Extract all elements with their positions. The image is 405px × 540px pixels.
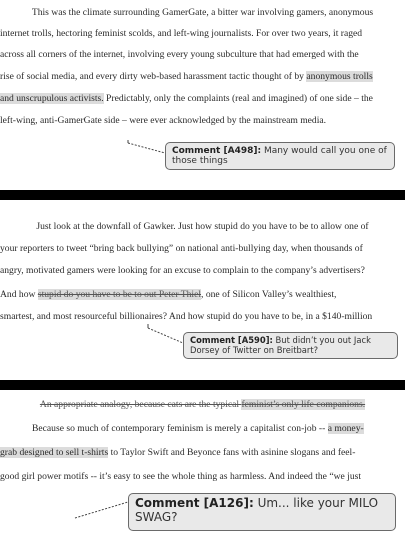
text-run: Predictably, only the complaints (real and imagined) of one side – the xyxy=(103,93,373,104)
comment-balloon-a126[interactable] xyxy=(128,493,396,531)
comment-tag: Comment [A126]: xyxy=(135,496,254,510)
document-section-1 xyxy=(0,0,405,190)
text-run: An appropriate analogy, because cats are the typical xyxy=(39,399,242,410)
comment-balloon-a498[interactable] xyxy=(165,142,395,170)
text-run: rise of social media, and every dirty web-based harassment tactic thought of by xyxy=(0,71,304,82)
comment-text: Um... like your MILO SWAG? xyxy=(135,496,379,524)
paragraph-line: across all corners of the internet, involving every young subculture that had emerged with the xyxy=(0,49,359,60)
section-divider xyxy=(0,190,405,200)
text-run: to Taylor Swift and Beyonce fans with asinine slogans and feel- xyxy=(108,447,356,458)
highlighted-text[interactable]: anonymous trolls xyxy=(306,71,373,82)
paragraph-line: left-wing, anti-GamerGate side – were ever acknowledged by the mainstream media. xyxy=(0,115,327,126)
text-run: , one of Silicon Valley’s wealthiest, xyxy=(201,289,337,300)
paragraph-line: Just look at the downfall of Gawker. Just how stupid do you have to be to allow one of xyxy=(36,221,369,232)
comment-text: Many would call you one of those things xyxy=(172,146,387,167)
paragraph-line: good girl power motifs -- it’s easy to see the whole thing as harmless. And indeed the “we just xyxy=(0,471,362,482)
highlighted-text[interactable]: grab designed to sell t-shirts xyxy=(0,447,109,458)
paragraph-line: smartest, and most resourceful billionaires? And how stupid do you have to be, in a $140-million xyxy=(0,311,373,322)
comment-balloon-a590[interactable] xyxy=(183,332,398,359)
document-section-2 xyxy=(0,200,405,380)
text-run: Because so much of contemporary feminism is merely a capitalist con-job -- xyxy=(32,423,328,434)
highlighted-text[interactable]: stupid do you have to be to out Peter Thiel xyxy=(37,289,202,300)
highlighted-text[interactable]: a money- xyxy=(327,423,364,434)
text-run: And how xyxy=(0,289,38,300)
highlighted-text[interactable]: and unscrupulous activists. xyxy=(0,93,104,104)
comment-text: But didn’t you out Jack Dorsey of Twitter on Breitbart? xyxy=(190,335,371,355)
comment-tag: Comment [A590]: xyxy=(190,335,273,345)
comment-tag: Comment [A498]: xyxy=(172,146,262,156)
section-divider xyxy=(0,380,405,390)
paragraph-line: angry, motivated gamers were looking for an excuse to complain to the company’s advertisers? xyxy=(0,265,365,276)
document-section-3 xyxy=(0,390,405,540)
paragraph-line: internet trolls, hectoring feminist scolds, and left-wing journalists. For over two years, it raged xyxy=(0,28,363,39)
highlighted-text[interactable]: feminist’s only life companions. xyxy=(241,399,366,410)
paragraph-line: This was the climate surrounding GamerGate, a bitter war involving gamers, anonymous xyxy=(31,7,374,18)
paragraph-line: your reporters to tweet “bring back bullying” on national anti-bullying day, when thousands of xyxy=(0,243,363,254)
